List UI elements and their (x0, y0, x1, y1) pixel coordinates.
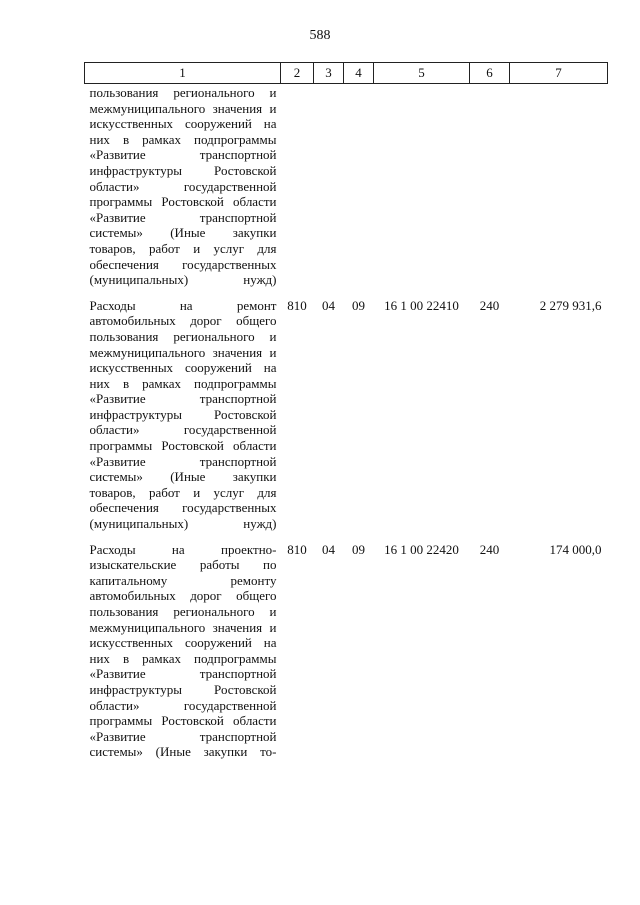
budget-table (84, 62, 608, 760)
row-expense-type: 240 (479, 541, 500, 557)
column-header-6: 6 (470, 63, 510, 84)
row-code-section: 04 (322, 541, 335, 557)
table-row (85, 84, 608, 288)
row-code-ministry (281, 84, 314, 288)
row-amount (510, 84, 608, 288)
column-header-5: 5 (374, 63, 470, 84)
row-code-subsection: 09 (352, 297, 365, 313)
table-header-row (85, 63, 608, 84)
row-code-ministry: 810 (287, 541, 307, 557)
column-header-7: 7 (510, 63, 608, 84)
row-target-article: 16 1 00 22420 (384, 541, 459, 557)
row-description: пользования регионального и межмуниципального значения и искусственных сооружений на них в рамках подпрограммы «Развитие транспортной инфраструктуры Ростовской области» государственной программы Ростовской области «Развитие транспортной системы» (Иные закупки товаров, работ и услуг для обеспечения государственных (муниципальных) нужд) (89, 85, 277, 288)
row-code-subsection: 09 (352, 541, 365, 557)
row-code-subsection (344, 84, 374, 288)
row-target-article (374, 84, 470, 288)
row-description: Расходы на ремонт автомобильных дорог общего пользования регионального и межмуниципального значения и искусственных сооружений на них в рамках подпрограммы «Развитие транспортной инфраструктуры Ростовской области» государственной программы Ростовской области «Развитие транспортной системы» (Иные закупки товаров, работ и услуг для обеспечения государственных (муниципальных) нужд) (89, 297, 277, 532)
column-header-3: 3 (314, 63, 344, 84)
row-code-section (314, 84, 344, 288)
column-header-1: 1 (85, 63, 281, 84)
row-code-ministry: 810 (287, 297, 307, 313)
row-expense-type: 240 (479, 297, 500, 313)
page-number: 588 (309, 28, 331, 43)
row-target-article: 16 1 00 22410 (384, 297, 459, 313)
row-amount: 174 000,0 (549, 541, 602, 557)
row-description: Расходы на проектно-изыскательские работы по капитальному ремонту автомобильных дорог общего пользования регионального и межмуниципального значения и искусственных сооружений на них в рамках подпрограммы «Развитие транспортной инфраструктуры Ростовской области» государственной программы Ростовской области «Развитие транспортной системы» (Иные закупки то- (89, 541, 277, 760)
table-row (85, 296, 608, 532)
table-row (85, 540, 608, 760)
column-header-4: 4 (344, 63, 374, 84)
column-header-2: 2 (281, 63, 314, 84)
row-code-section: 04 (322, 297, 335, 313)
row-expense-type (470, 84, 510, 288)
row-amount: 2 279 931,6 (539, 297, 602, 313)
